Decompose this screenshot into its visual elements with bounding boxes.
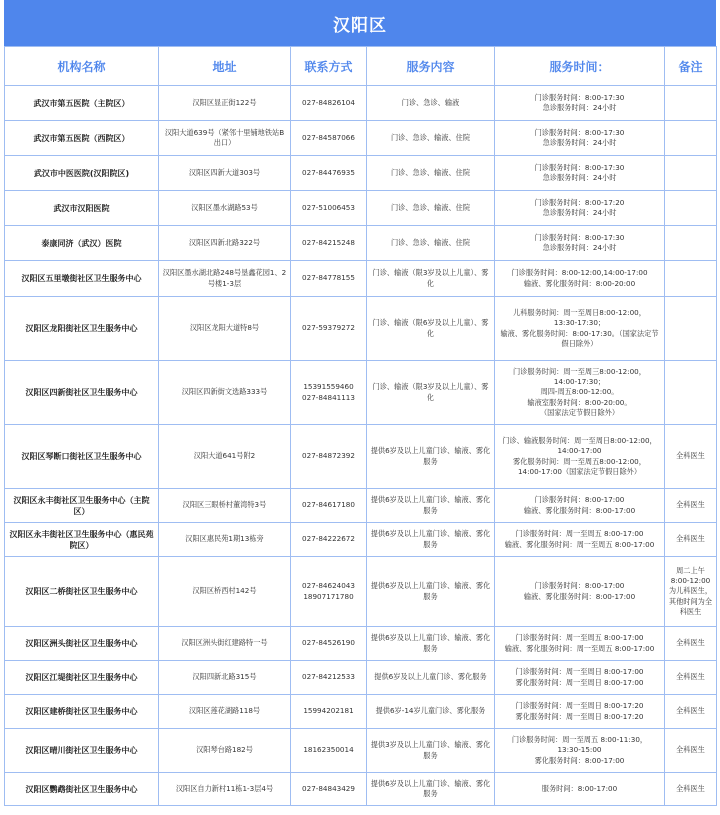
table-row — [5, 191, 717, 226]
column-header-content: 服务内容 — [367, 47, 495, 86]
cell-note: 全科医生 — [665, 773, 717, 806]
column-header-name: 机构名称 — [5, 47, 159, 86]
cell-address: 汉阳区墨水湖路53号 — [159, 191, 291, 226]
cell-content: 门诊、输液（限6岁及以上儿童）、雾化 — [367, 297, 495, 361]
column-header-phone: 联系方式 — [291, 47, 367, 86]
cell-hours: 门诊服务时间：周一至周五 8:00-17:00 输液、雾化服务时间：周一至周五 8:00-17:00 — [495, 523, 665, 557]
cell-phone: 15994202181 — [291, 695, 367, 729]
cell-content: 门诊、急诊、输液 — [367, 86, 495, 121]
cell-phone: 027-84212533 — [291, 661, 367, 695]
cell-phone: 027-84476935 — [291, 156, 367, 191]
table-row — [5, 226, 717, 261]
cell-note — [665, 156, 717, 191]
cell-address: 汉阳四新北路315号 — [159, 661, 291, 695]
cell-address: 汉阳区墨水湖北路248号垦鑫花园1、2号楼1-3层 — [159, 261, 291, 297]
cell-phone: 027-59379272 — [291, 297, 367, 361]
table-row — [5, 773, 717, 806]
cell-hours: 门诊服务时间：周一至周五 8:00-11:30， 13:30-15:00 雾化服务时间：8:00-17:00 — [495, 729, 665, 773]
cell-phone: 15391559460 027-84841113 — [291, 361, 367, 425]
cell-address: 汉阳区龙阳大道特8号 — [159, 297, 291, 361]
cell-phone: 027-84617180 — [291, 489, 367, 523]
cell-name: 汉阳区江堤街社区卫生服务中心 — [5, 661, 159, 695]
cell-address: 汉阳区洲头街红建路特一号 — [159, 627, 291, 661]
clinic-table — [4, 46, 717, 806]
cell-address: 汉阳区惠民苑1期13栋旁 — [159, 523, 291, 557]
cell-address: 汉阳区显正街122号 — [159, 86, 291, 121]
cell-content: 门诊、急诊、输液、住院 — [367, 121, 495, 156]
cell-name: 汉阳区洲头街社区卫生服务中心 — [5, 627, 159, 661]
table-row — [5, 627, 717, 661]
cell-phone: 027-51006453 — [291, 191, 367, 226]
cell-address: 汉阳大道639号（紧邻十里铺地铁站B出口） — [159, 121, 291, 156]
table-row — [5, 523, 717, 557]
cell-address: 汉阳大道641号附2 — [159, 425, 291, 489]
table-row — [5, 121, 717, 156]
cell-phone: 027-84826104 — [291, 86, 367, 121]
cell-address: 汉阳区自力新村11栋1-3层4号 — [159, 773, 291, 806]
cell-content: 提供3岁及以上儿童门诊、输液、雾化服务 — [367, 729, 495, 773]
table-row — [5, 86, 717, 121]
page-container — [4, 0, 716, 806]
cell-phone: 027-84222672 — [291, 523, 367, 557]
cell-note: 周二上午8:00-12:00为儿科医生，其他时间为全科医生 — [665, 557, 717, 627]
cell-hours: 门诊服务时间：8:00-17:30 急诊服务时间：24小时 — [495, 156, 665, 191]
cell-address: 汉阳区四新街文选路333号 — [159, 361, 291, 425]
cell-name: 汉阳区鹦鹉街社区卫生服务中心 — [5, 773, 159, 806]
cell-content: 门诊、急诊、输液、住院 — [367, 226, 495, 261]
table-row — [5, 729, 717, 773]
cell-content: 提供6岁及以上儿童门诊、输液、雾化服务 — [367, 557, 495, 627]
cell-name: 汉阳区建桥街社区卫生服务中心 — [5, 695, 159, 729]
table-row — [5, 557, 717, 627]
cell-hours: 服务时间：8:00-17:00 — [495, 773, 665, 806]
page-title: 汉阳区 — [4, 0, 716, 46]
cell-name: 汉阳区晴川街社区卫生服务中心 — [5, 729, 159, 773]
cell-hours: 门诊服务时间：周一至周三8:00-12:00， 14:00-17:30； 周四-周五8:00-12:00。 输液室服务时间：8:00-20:00。 （国家法定节假日除外） — [495, 361, 665, 425]
cell-phone: 027-84624043 18907171780 — [291, 557, 367, 627]
cell-name: 汉阳区龙阳街社区卫生服务中心 — [5, 297, 159, 361]
table-row — [5, 156, 717, 191]
cell-name: 武汉市第五医院（西院区） — [5, 121, 159, 156]
cell-name: 武汉市汉阳医院 — [5, 191, 159, 226]
cell-name: 汉阳区四新街社区卫生服务中心 — [5, 361, 159, 425]
cell-name: 汉阳区琴断口街社区卫生服务中心 — [5, 425, 159, 489]
table-row — [5, 489, 717, 523]
cell-note — [665, 361, 717, 425]
column-header-hours: 服务时间： — [495, 47, 665, 86]
cell-name: 汉阳区二桥街社区卫生服务中心 — [5, 557, 159, 627]
cell-address: 汉阳琴台路182号 — [159, 729, 291, 773]
cell-address: 汉阳区桥西村142号 — [159, 557, 291, 627]
cell-hours: 门诊服务时间：周一至周日 8:00-17:20 雾化服务时间：周一至周日 8:00-17:20 — [495, 695, 665, 729]
cell-hours: 门诊服务时间：周一至周五 8:00-17:00 输液、雾化服务时间：周一至周五 8:00-17:00 — [495, 627, 665, 661]
table-row — [5, 297, 717, 361]
cell-note: 全科医生 — [665, 425, 717, 489]
cell-name: 汉阳区永丰街社区卫生服务中心（惠民苑院区） — [5, 523, 159, 557]
cell-hours: 门诊服务时间：8:00-17:00 输液、雾化服务时间：8:00-17:00 — [495, 557, 665, 627]
column-header-address: 地址 — [159, 47, 291, 86]
cell-hours: 门诊服务时间：8:00-17:30 急诊服务时间：24小时 — [495, 121, 665, 156]
cell-name: 武汉市中医医院(汉阳院区) — [5, 156, 159, 191]
cell-content: 提供6岁及以上儿童门诊、输液、雾化服务 — [367, 425, 495, 489]
column-header-note: 备注 — [665, 47, 717, 86]
cell-content: 门诊、急诊、输液、住院 — [367, 191, 495, 226]
cell-phone: 18162350014 — [291, 729, 367, 773]
table-row — [5, 261, 717, 297]
cell-address: 汉阳区四新大道303号 — [159, 156, 291, 191]
cell-note: 全科医生 — [665, 523, 717, 557]
cell-hours: 门诊服务时间：周一至周日 8:00-17:00 雾化服务时间：周一至周日 8:00-17:00 — [495, 661, 665, 695]
table-row — [5, 661, 717, 695]
cell-name: 武汉市第五医院（主院区） — [5, 86, 159, 121]
cell-hours: 门诊服务时间：8:00-17:30 急诊服务时间：24小时 — [495, 226, 665, 261]
cell-note: 全科医生 — [665, 695, 717, 729]
cell-note — [665, 297, 717, 361]
cell-phone: 027-84587066 — [291, 121, 367, 156]
cell-note — [665, 121, 717, 156]
table-row — [5, 425, 717, 489]
cell-hours: 门诊服务时间：8:00-17:30 急诊服务时间：24小时 — [495, 86, 665, 121]
cell-content: 提供6岁及以上儿童门诊、输液、雾化服务 — [367, 627, 495, 661]
cell-hours: 门诊服务时间：8:00-12:00,14:00-17:00 输液、雾化服务时间：8:00-20:00 — [495, 261, 665, 297]
cell-content: 门诊、输液（限3岁及以上儿童）、雾化 — [367, 361, 495, 425]
cell-phone: 027-84872392 — [291, 425, 367, 489]
cell-note: 全科医生 — [665, 627, 717, 661]
cell-note — [665, 191, 717, 226]
cell-phone: 027-84778155 — [291, 261, 367, 297]
cell-hours: 门诊服务时间：8:00-17:20 急诊服务时间：24小时 — [495, 191, 665, 226]
cell-name: 汉阳区永丰街社区卫生服务中心（主院区） — [5, 489, 159, 523]
cell-phone: 027-84526190 — [291, 627, 367, 661]
cell-note: 全科医生 — [665, 489, 717, 523]
cell-content: 提供6岁-14岁儿童门诊、雾化服务 — [367, 695, 495, 729]
cell-note: 全科医生 — [665, 729, 717, 773]
cell-note — [665, 86, 717, 121]
cell-phone: 027-84215248 — [291, 226, 367, 261]
table-row — [5, 695, 717, 729]
cell-name: 汉阳区五里墩街社区卫生服务中心 — [5, 261, 159, 297]
cell-phone: 027-84843429 — [291, 773, 367, 806]
table-header-row — [5, 47, 717, 86]
cell-address: 汉阳区三眼桥村董湾特3号 — [159, 489, 291, 523]
cell-content: 提供6岁及以上儿童门诊、输液、雾化服务 — [367, 523, 495, 557]
cell-content: 门诊、急诊、输液、住院 — [367, 156, 495, 191]
cell-note — [665, 226, 717, 261]
cell-address: 汉阳区四新北路322号 — [159, 226, 291, 261]
cell-content: 提供6岁及以上儿童门诊、输液、雾化服务 — [367, 773, 495, 806]
cell-address: 汉阳区莲花湖路118号 — [159, 695, 291, 729]
cell-note — [665, 261, 717, 297]
table-row — [5, 361, 717, 425]
cell-content: 提供6岁及以上儿童门诊、输液、雾化服务 — [367, 489, 495, 523]
cell-hours: 儿科服务时间：周一至周日8:00-12:00， 13:30-17:30； 输液、雾化服务时间：8:00-17:30。（国家法定节假日除外） — [495, 297, 665, 361]
cell-content: 门诊、输液（限3岁及以上儿童）、雾化 — [367, 261, 495, 297]
cell-name: 泰康同济（武汉）医院 — [5, 226, 159, 261]
cell-hours: 门诊服务时间：8:00-17:00 输液、雾化服务时间：8:00-17:00 — [495, 489, 665, 523]
cell-content: 提供6岁及以上儿童门诊、雾化服务 — [367, 661, 495, 695]
cell-hours: 门诊、输液服务时间：周一至周日8:00-12:00， 14:00-17:00 雾化服务时间：周一至周五8:00-12:00， 14:00-17:00（国家法定节假日除外） — [495, 425, 665, 489]
cell-note: 全科医生 — [665, 661, 717, 695]
